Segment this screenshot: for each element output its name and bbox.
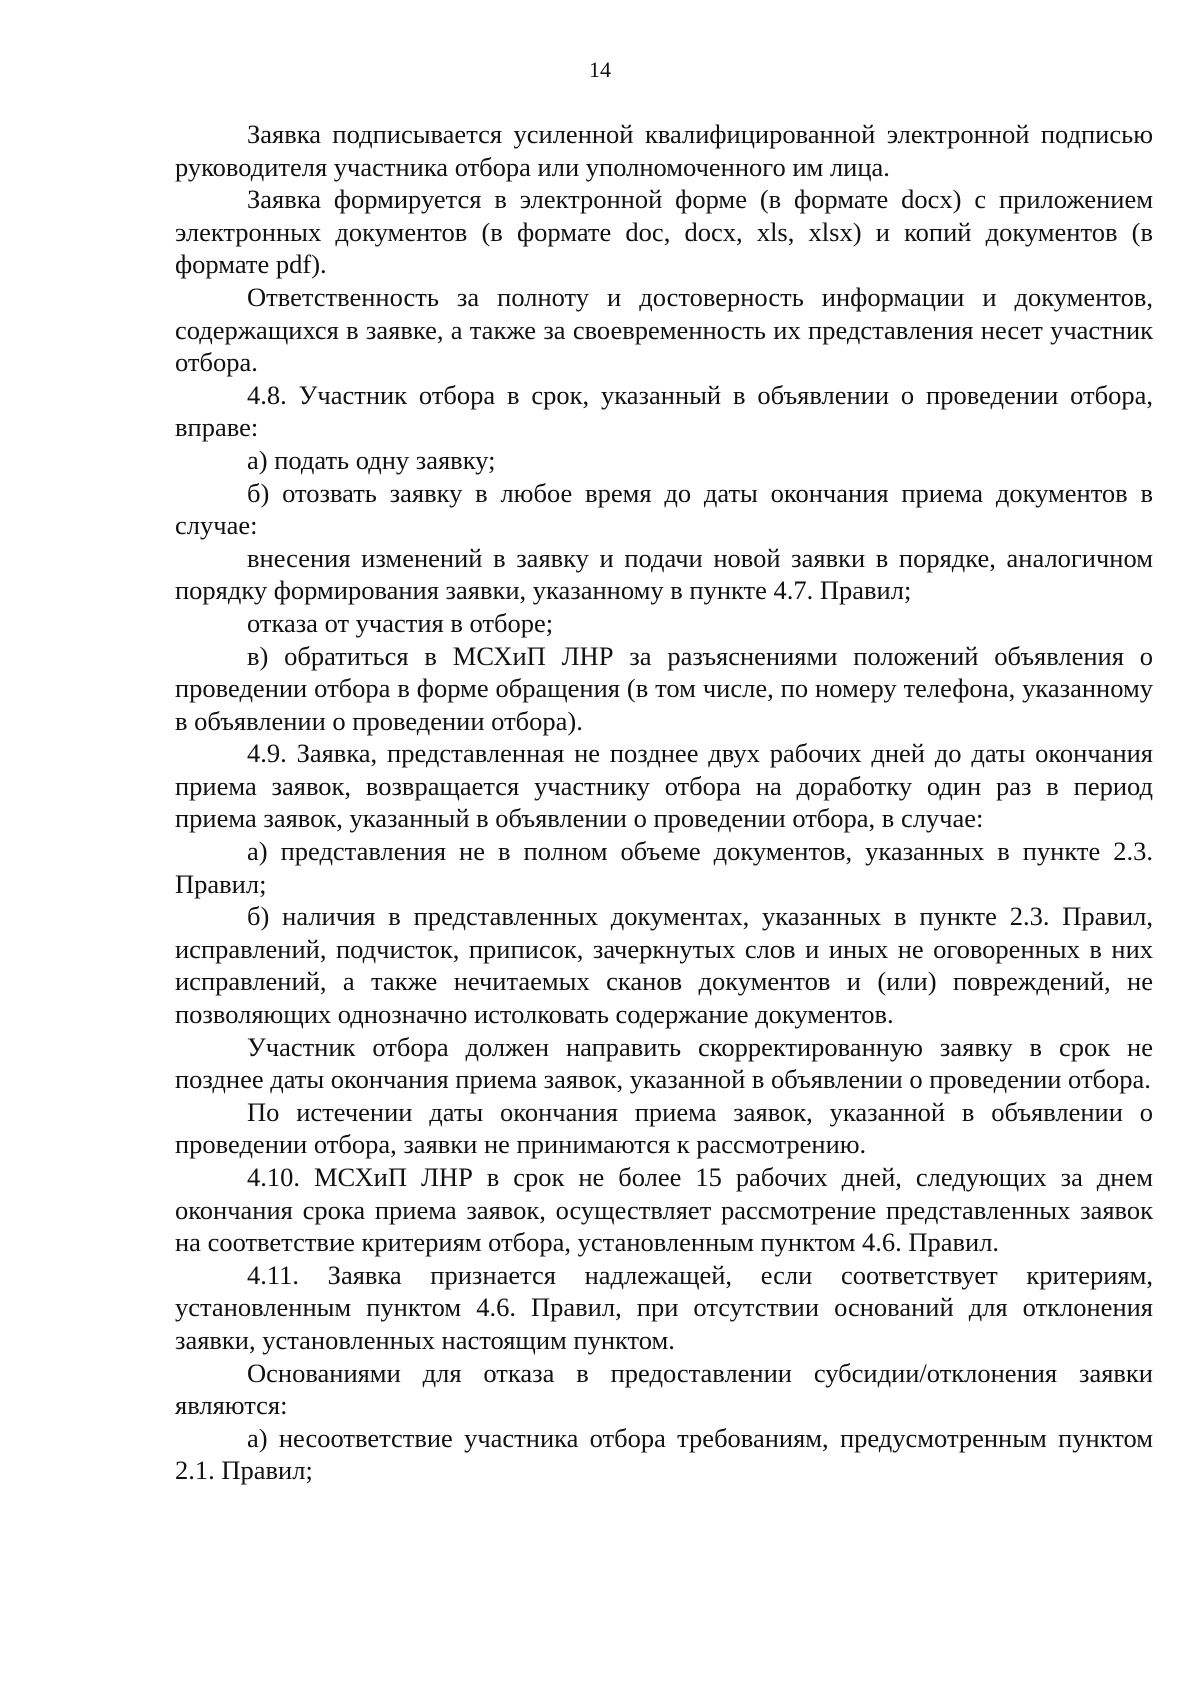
paragraph-4-9: 4.9. Заявка, представленная не позднее двух рабочих дней до даты окончания приема заявок, возвращается участнику отбора на доработку один раз в период приема заявок, указанный в объявлении о проведении отбора, в случае: <box>175 738 1153 834</box>
paragraph-responsibility: Ответственность за полноту и достоверность информации и документов, содержащихся в заявке, а также за своевременность их представления несет участник отбора. <box>175 281 1153 378</box>
document-body <box>175 118 1153 1487</box>
paragraph-corrected-application: Участник отбора должен направить скорректированную заявку в срок не позднее даты окончания приема заявок, указанной в объявлении о проведении отбора. <box>175 1031 1153 1095</box>
paragraph-grounds-for-refusal: Основаниями для отказа в предоставлении субсидии/отклонения заявки являются: <box>175 1357 1153 1421</box>
paragraph-format: Заявка формируется в электронной форме (в формате docx) с приложением электронных документов (в формате doc, docx, xls, xlsx) и копий документов (в формате pdf). <box>175 184 1153 280</box>
paragraph-4-8-a: а) подать одну заявку; <box>247 444 496 475</box>
paragraph-4-8-b-changes: внесения изменений в заявку и подачи новой заявки в порядке, аналогичном порядку формирования заявки, указанному в пункте 4.7. Правил; <box>175 542 1153 606</box>
paragraph-4-10: 4.10. МСХиП ЛНР в срок не более 15 рабочих дней, следующих за днем окончания срока приема заявок, осуществляет рассмотрение представленных заявок на соответствие критериям отбора, установленным пунктом 4.6. Правил. <box>175 1162 1153 1258</box>
paragraph-4-8: 4.8. Участник отбора в срок, указанный в объявлении о проведении отбора, вправе: <box>175 379 1153 443</box>
paragraph-4-8-c: в) обратиться в МСХиП ЛНР за разъяснениями положений объявления о проведении отбора в форме обращения (в том числе, по номеру телефона, указанному в объявлении о проведении отбора). <box>175 640 1153 736</box>
paragraph-4-8-b-refusal: отказа от участия в отборе; <box>247 607 554 638</box>
paragraph-signature: Заявка подписывается усиленной квалифицированной электронной подписью руководителя участника отбора или уполномоченного им лица. <box>175 119 1153 182</box>
paragraph-grounds-a: а) несоответствие участника отбора требованиям, предусмотренным пунктом 2.1. Правил; <box>175 1422 1153 1486</box>
paragraph-4-9-a: а) представления не в полном объеме документов, указанных в пункте 2.3. Правил; <box>175 836 1153 899</box>
paragraph-4-11: 4.11. Заявка признается надлежащей, если соответствует критериям, установленным пунктом 4.6. Правил, при отсутствии оснований для отклонения заявки, установленных настоящим пунктом. <box>175 1259 1153 1355</box>
page-number: 14 <box>589 57 611 82</box>
paragraph-4-9-b: б) наличия в представленных документах, указанных в пункте 2.3. Правил, исправлений, подчисток, приписок, зачеркнутых слов и иных не оговоренных в них исправлений, а также нечитаемых сканов документов и (или) повреждений, не позволяющих однозначно истолковать содержание документов. <box>175 901 1153 1030</box>
paragraph-deadline-expiry: По истечении даты окончания приема заявок, указанной в объявлении о проведении отбора, заявки не принимаются к рассмотрению. <box>175 1096 1153 1160</box>
paragraph-4-8-b: б) отозвать заявку в любое время до даты окончания приема документов в случае: <box>175 477 1153 541</box>
